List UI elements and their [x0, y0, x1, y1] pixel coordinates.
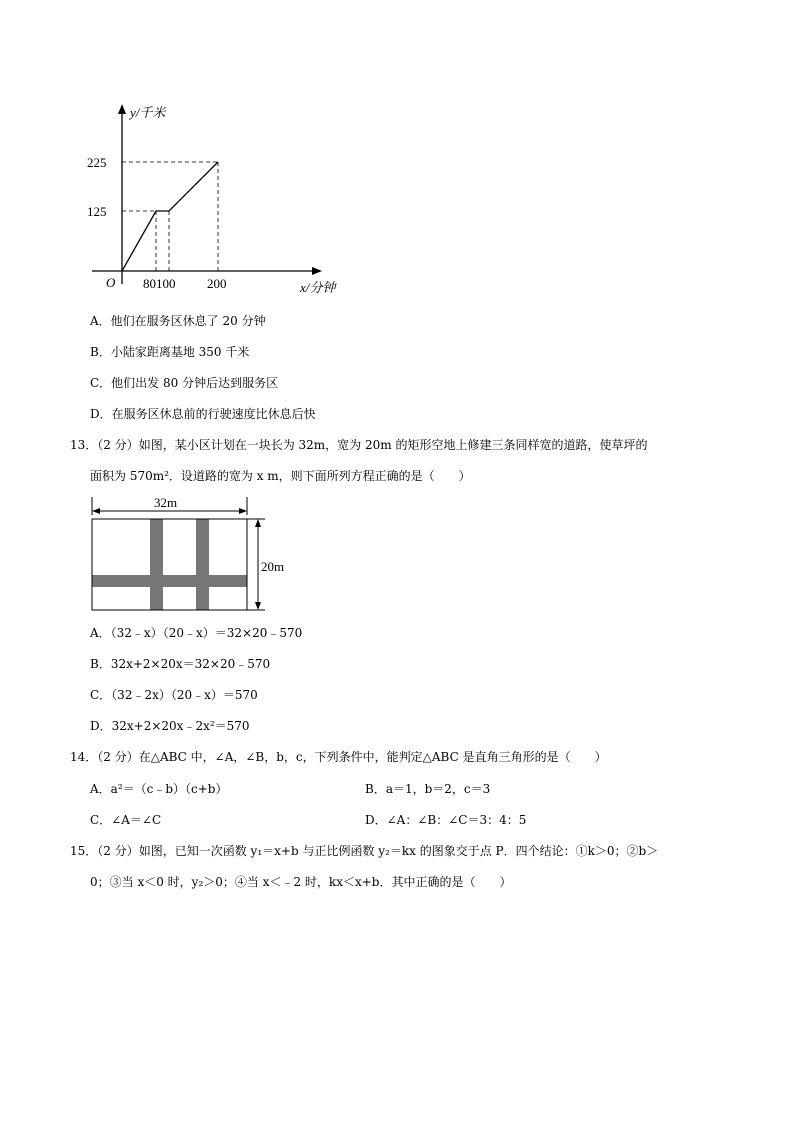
- q14-option-b: B．a＝1，b＝2，c＝3: [365, 782, 491, 796]
- height-label: 20m: [261, 559, 285, 574]
- q12-option-c: C．他们出发 80 分钟后达到服务区: [90, 376, 279, 390]
- distance-time-graph: [0, 0, 794, 300]
- q14-option-d: D．∠A：∠B：∠C＝3：4：5: [365, 813, 527, 827]
- road-vertical-1: [150, 519, 163, 610]
- lawn-rectangle: [92, 519, 247, 610]
- q15-stem-line1: 15．（2 分）如图，已知一次函数 y₁＝x+b 与正比例函数 y₂＝kx 的图象交于点 P．四个结论：①k＞0；②b＞: [70, 844, 659, 858]
- q12-option-d: D．在服务区休息前的行驶速度比休息后快: [90, 407, 316, 421]
- origin-label: O: [106, 275, 116, 290]
- journey-line: [122, 162, 218, 271]
- y-tick-125: 125: [87, 204, 107, 219]
- y-axis-arrow: [118, 104, 126, 114]
- lawn-road-figure: [0, 490, 794, 620]
- x-axis-arrow: [312, 267, 322, 275]
- y-axis-label: y/千米: [130, 105, 166, 120]
- x-tick-80-100: 80100: [143, 276, 176, 291]
- q13-stem-line1: 13．（2 分）如图，某小区计划在一块长为 32m，宽为 20m 的矩形空地上修建三条同样宽的道路，使草坪的: [70, 438, 648, 452]
- width-label: 32m: [154, 495, 178, 510]
- q13-option-d: D．32x+2×20x﹣2x²＝570: [90, 719, 250, 733]
- x-axis-label: x/分钟: [300, 280, 336, 295]
- road-vertical-2: [196, 519, 209, 610]
- x-tick-200: 200: [207, 276, 227, 291]
- q14-option-c: C．∠A＝∠C: [90, 813, 162, 827]
- q14-option-a: A．a²＝（c﹣b）（c+b）: [90, 782, 228, 796]
- q15-stem-line2: 0；③当 x＜0 时，y₂＞0；④当 x＜﹣2 时，kx＜x+b．其中正确的是（ ）: [90, 875, 512, 889]
- q12-option-a: A．他们在服务区休息了 20 分钟: [90, 314, 266, 328]
- q14-stem: 14．（2 分）在△ABC 中，∠A，∠B，b，c，下列条件中，能判定△ABC 是直角三角形的是（ ）: [70, 750, 607, 764]
- q13-option-a: A．（32﹣x）（20﹣x）＝32×20﹣570: [90, 626, 303, 640]
- q13-option-c: C．（32﹣2x）（20﹣x）＝570: [90, 688, 258, 702]
- q13-option-b: B．32x+2×20x＝32×20﹣570: [90, 657, 271, 671]
- q13-stem-line2: 面积为 570m²．设道路的宽为 x m，则下面所列方程正确的是（ ）: [90, 469, 471, 483]
- q12-option-b: B．小陆家距离基地 350 千米: [90, 345, 250, 359]
- road-horizontal: [92, 575, 247, 587]
- y-tick-225: 225: [87, 155, 107, 170]
